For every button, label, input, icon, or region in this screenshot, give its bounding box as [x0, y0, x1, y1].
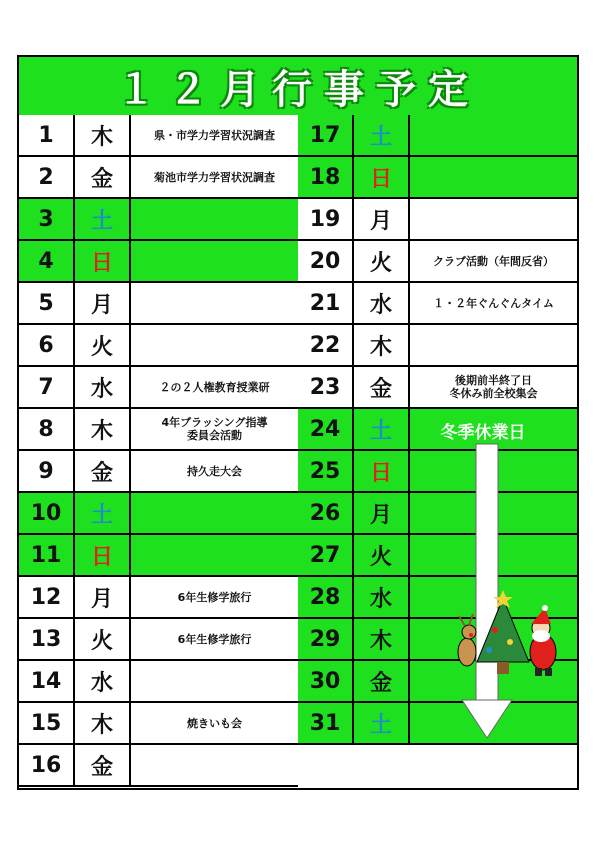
day-number: 29 [298, 619, 354, 659]
day-number: 12 [19, 577, 75, 617]
event-text: 菊池市学力学習状況調査 [154, 170, 275, 184]
weekday: 金 [354, 367, 410, 407]
day-number: 24 [298, 409, 354, 449]
event-text [410, 199, 577, 239]
event-text: 持久走大会 [187, 464, 242, 478]
calendar-row [19, 283, 298, 325]
calendar-row [19, 745, 298, 787]
calendar-row [298, 199, 577, 241]
calendar-row [19, 535, 298, 577]
day-number: 7 [19, 367, 75, 407]
day-number: 13 [19, 619, 75, 659]
weekday: 水 [75, 661, 131, 701]
calendar-row [19, 367, 298, 409]
event-text: 6年生修学旅行 [177, 632, 252, 646]
calendar-row [298, 367, 577, 409]
weekday: 木 [75, 703, 131, 743]
day-number: 3 [19, 199, 75, 239]
calendar-row [19, 577, 298, 619]
weekday: 木 [354, 619, 410, 659]
day-number: 8 [19, 409, 75, 449]
weekday: 金 [75, 157, 131, 197]
weekday: 土 [75, 199, 131, 239]
event-text [131, 745, 298, 785]
weekday: 土 [354, 409, 410, 449]
weekday: 木 [75, 115, 131, 155]
calendar-row [19, 493, 298, 535]
winter-break-arrow [390, 408, 577, 747]
winter-break-label: 冬季休業日 [440, 423, 526, 443]
event-text [131, 241, 298, 281]
event-text [131, 661, 298, 701]
weekday: 木 [75, 409, 131, 449]
day-number: 31 [298, 703, 354, 743]
calendar-row [19, 115, 298, 157]
calendar-row [298, 157, 577, 199]
day-number: 21 [298, 283, 354, 323]
day-number: 28 [298, 577, 354, 617]
day-number: 14 [19, 661, 75, 701]
day-number: 4 [19, 241, 75, 281]
calendar-row [19, 199, 298, 241]
weekday: 月 [354, 493, 410, 533]
event-text: １・２年ぐんぐんタイム [433, 296, 554, 310]
calendar-row [19, 241, 298, 283]
calendar-row [298, 283, 577, 325]
weekday: 水 [354, 577, 410, 617]
weekday: 火 [354, 535, 410, 575]
weekday: 金 [354, 661, 410, 701]
event-text: 焼きいも会 [187, 716, 242, 730]
calendar-row [19, 157, 298, 199]
event-text [131, 325, 298, 365]
winter-break-panel [390, 408, 577, 747]
weekday: 月 [75, 283, 131, 323]
weekday: 金 [75, 745, 131, 785]
day-number: 17 [298, 115, 354, 155]
event-text [131, 283, 298, 323]
day-number: 5 [19, 283, 75, 323]
event-text: クラブ活動（年間反省） [433, 254, 554, 268]
weekday: 土 [354, 703, 410, 743]
day-number: 19 [298, 199, 354, 239]
calendar-row [19, 451, 298, 493]
day-number: 22 [298, 325, 354, 365]
event-text [131, 493, 298, 533]
calendar-row [298, 115, 577, 157]
day-number: 20 [298, 241, 354, 281]
day-number: 26 [298, 493, 354, 533]
day-number: 23 [298, 367, 354, 407]
page-title [19, 57, 577, 117]
event-text [131, 199, 298, 239]
day-number: 11 [19, 535, 75, 575]
day-number: 25 [298, 451, 354, 491]
calendar-row [19, 325, 298, 367]
calendar-row [19, 703, 298, 745]
calendar-row [19, 661, 298, 703]
event-text: 6年生修学旅行 [177, 590, 252, 604]
weekday: 水 [354, 283, 410, 323]
weekday: 木 [354, 325, 410, 365]
calendar-row [298, 325, 577, 367]
day-number: 30 [298, 661, 354, 701]
day-number: 27 [298, 535, 354, 575]
event-text [410, 325, 577, 365]
christmas-tree-santa-reindeer-icon [455, 590, 565, 680]
day-number: 9 [19, 451, 75, 491]
title-text: １２月行事予定 [116, 66, 480, 113]
day-number: 1 [19, 115, 75, 155]
calendar-row [298, 241, 577, 283]
day-number: 15 [19, 703, 75, 743]
event-text [410, 115, 577, 155]
event-text: ２の２人権教育授業研 [159, 380, 270, 394]
weekday: 日 [354, 451, 410, 491]
weekday: 月 [354, 199, 410, 239]
calendar-row [19, 409, 298, 451]
weekday: 土 [75, 493, 131, 533]
event-text [131, 535, 298, 575]
weekday: 水 [75, 367, 131, 407]
calendar-row [19, 619, 298, 661]
empty-cell [298, 774, 577, 788]
day-number: 16 [19, 745, 75, 785]
event-text: 後期前半終了日 冬休み前全校集会 [449, 374, 538, 400]
day-number: 18 [298, 157, 354, 197]
weekday: 日 [75, 241, 131, 281]
weekday: 月 [75, 577, 131, 617]
weekday: 金 [75, 451, 131, 491]
day-number: 6 [19, 325, 75, 365]
weekday: 土 [354, 115, 410, 155]
weekday: 日 [354, 157, 410, 197]
weekday: 日 [75, 535, 131, 575]
day-number: 2 [19, 157, 75, 197]
event-text: 県・市学力学習状況調査 [154, 128, 275, 142]
weekday: 火 [354, 241, 410, 281]
event-text: 4年ブラッシング指導 委員会活動 [161, 416, 268, 442]
weekday: 火 [75, 619, 131, 659]
day-number: 10 [19, 493, 75, 533]
event-text [410, 157, 577, 197]
weekday: 火 [75, 325, 131, 365]
